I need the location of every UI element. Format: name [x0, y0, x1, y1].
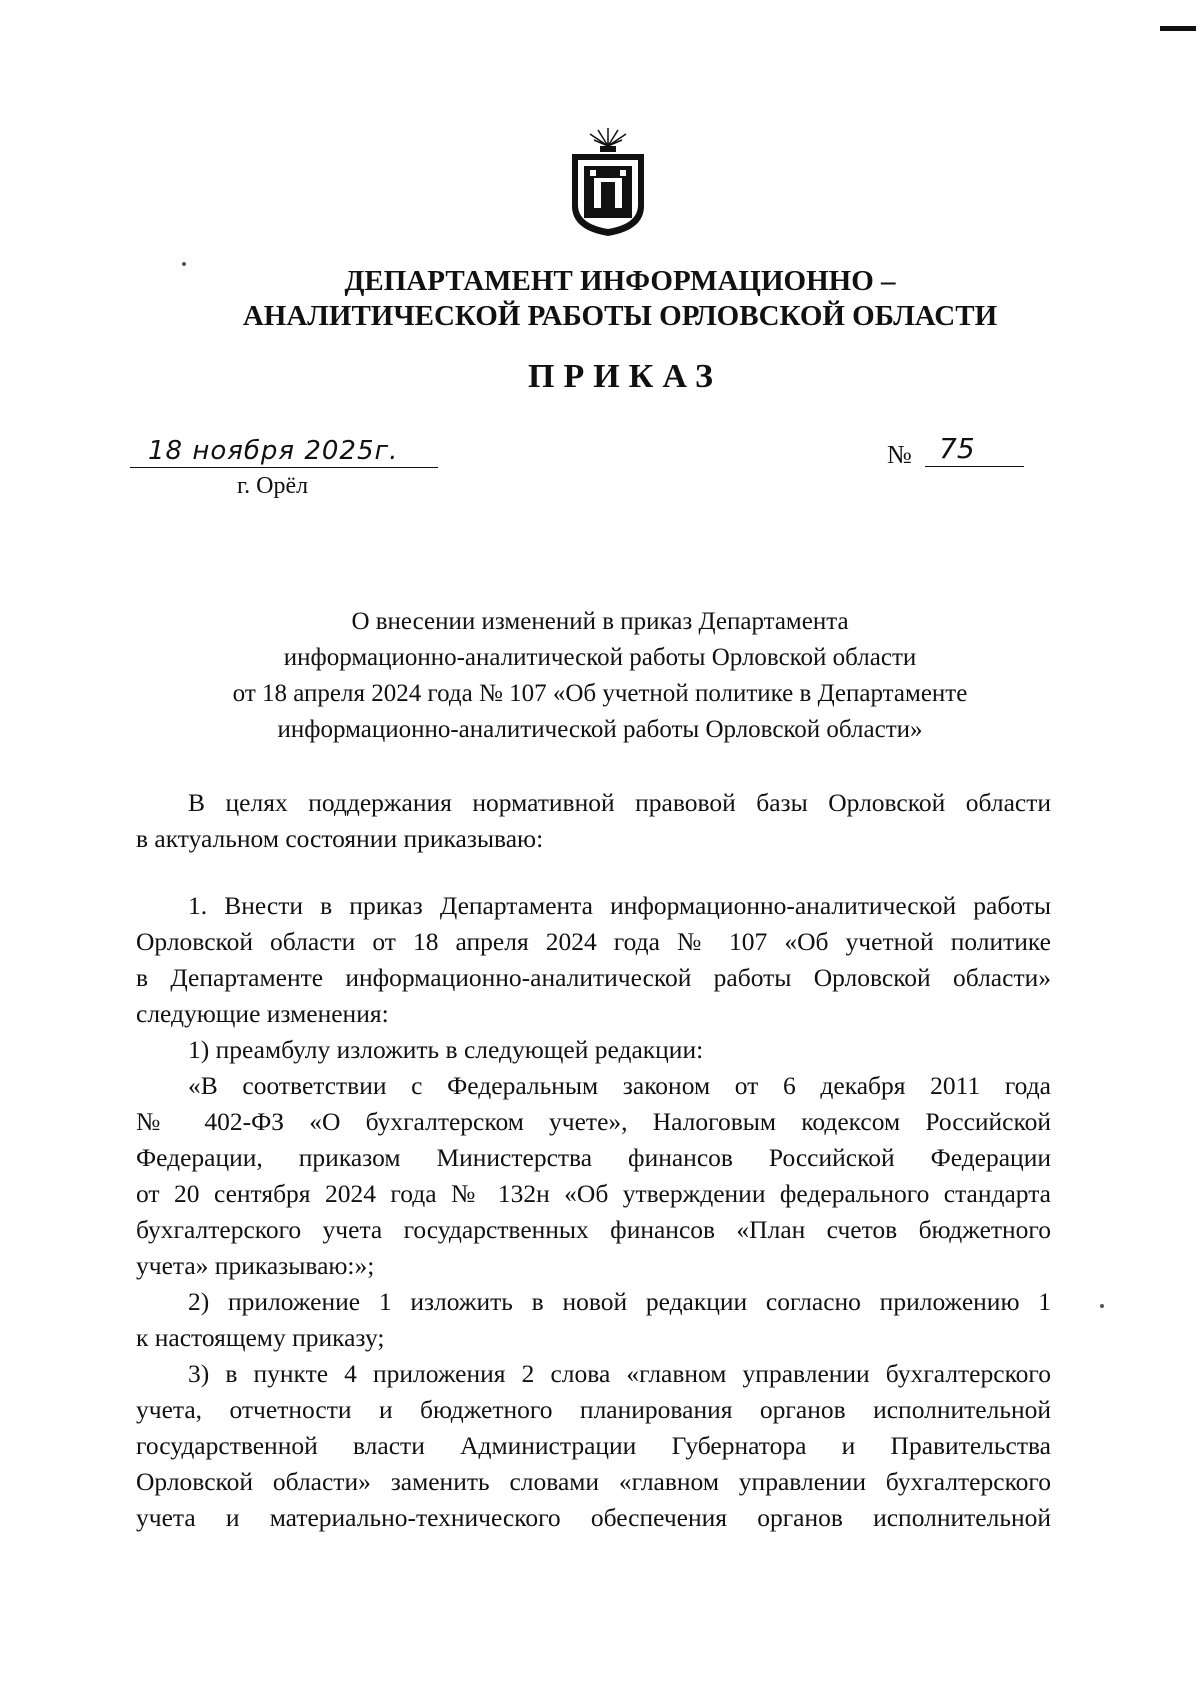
quote-line: от 20 сентября 2024 года № 132н «Об утверждении федерального стандарта: [136, 1179, 1051, 1208]
subject-line: информационно-аналитической работы Орловской области: [283, 644, 917, 671]
paragraph-line: следующие изменения:: [136, 999, 389, 1028]
quote-line: Федерации, приказом Министерства финансов Российской Федерации: [136, 1143, 1051, 1172]
sub-item-3-line: учета и материально-технического обеспечения органов исполнительной: [136, 1503, 1051, 1532]
paragraph-line: Орловской области от 18 апреля 2024 года № 107 «Об учетной политике: [136, 927, 1051, 956]
paragraph-line: В целях поддержания нормативной правовой базы Орловской области: [188, 788, 1051, 817]
preamble-paragraph: [136, 785, 1051, 857]
quote-line: № 402-ФЗ «О бухгалтерском учете», Налоговым кодексом Российской: [136, 1107, 1051, 1136]
sub-item-3-line: учета, отчетности и бюджетного планирования органов исполнительной: [136, 1395, 1051, 1424]
paragraph-line: в актуальном состоянии приказываю:: [136, 824, 544, 853]
department-name-line-2: АНАЛИТИЧЕСКОЙ РАБОТЫ ОРЛОВСКОЙ ОБЛАСТИ: [242, 300, 998, 332]
sub-item-2-line: 2) приложение 1 изложить в новой редакции согласно приложению 1: [188, 1287, 1051, 1316]
sub-item-3-line: Орловской области» заменить словами «главном управлении бухгалтерского: [136, 1467, 1051, 1496]
subject-line: информационно-аналитической работы Орловской области»: [277, 716, 923, 743]
paragraph-line: в Департаменте информационно-аналитической работы Орловской области»: [136, 963, 1051, 992]
quote-line: «В соответствии с Федеральным законом от 6 декабря 2011 года: [188, 1071, 1051, 1100]
order-number-label: №: [887, 440, 912, 469]
quote-line: бухгалтерского учета государственных финансов «План счетов бюджетного: [136, 1215, 1051, 1244]
handwritten-date: 18 ноября 2025г.: [130, 435, 438, 468]
page-edge-mark: [1160, 26, 1196, 31]
orel-oblast-coat-of-arms-icon: [568, 126, 648, 238]
paragraph-line: 1. Внести в приказ Департамента информационно-аналитической работы: [188, 891, 1051, 920]
order-item-1: [136, 888, 1051, 1536]
city-label: г. Орёл: [237, 473, 309, 499]
subject-line: О внесении изменений в приказ Департамента: [351, 608, 849, 635]
handwritten-order-number: 75: [925, 432, 1024, 467]
subject-line: от 18 апреля 2024 года № 107 «Об учетной политике в Департаменте: [232, 680, 968, 707]
sub-item-3-line: 3) в пункте 4 приложения 2 слова «главном управлении бухгалтерского: [188, 1359, 1051, 1388]
department-name-line-1: ДЕПАРТАМЕНТ ИНФОРМАЦИОННО –: [344, 265, 896, 297]
sub-item-3-line: государственной власти Администрации Губернатора и Правительства: [136, 1431, 1051, 1460]
sub-item-2-line: к настоящему приказу;: [136, 1323, 385, 1352]
order-subject: [140, 604, 1060, 748]
quote-line: учета» приказываю:»;: [136, 1251, 375, 1280]
document-title: ПРИКАЗ: [528, 358, 722, 395]
sub-item-1: 1) преамбулу изложить в следующей редакции:: [188, 1035, 704, 1064]
scan-speck: [1100, 1304, 1104, 1308]
